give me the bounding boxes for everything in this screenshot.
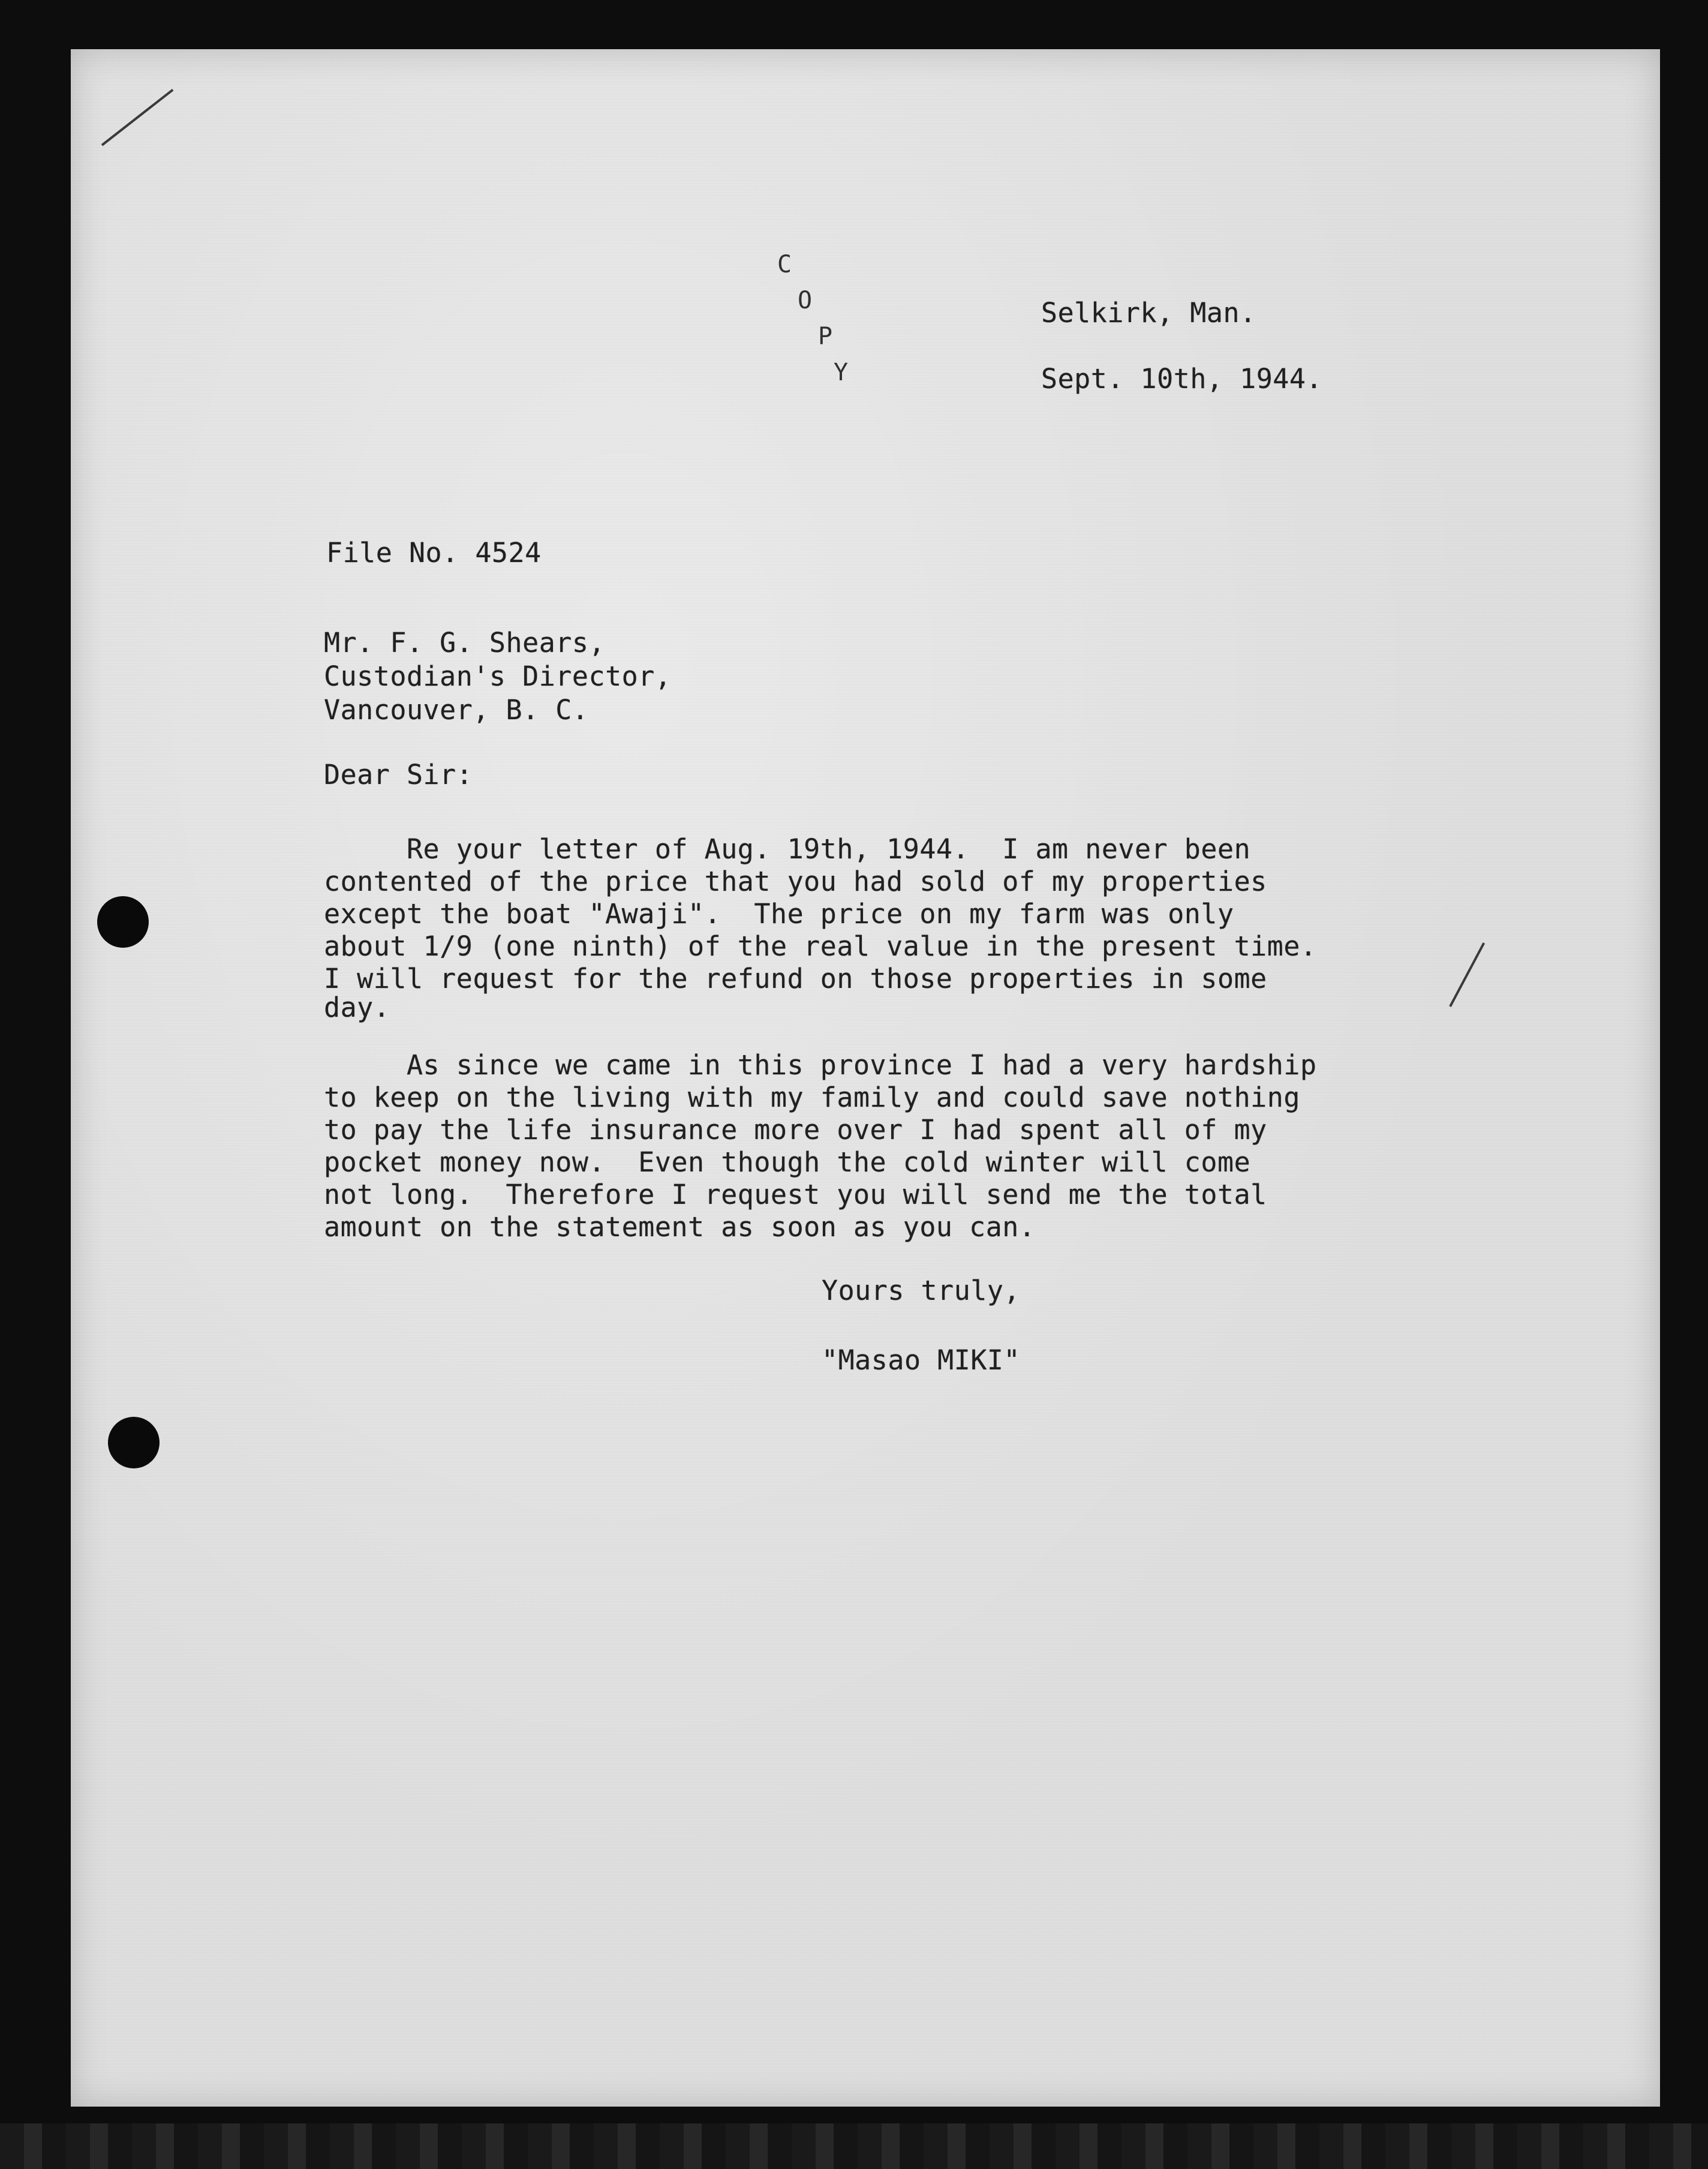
typed-signature: "Masao MIKI" — [822, 1344, 1021, 1376]
paragraph-line: pocket money now. Even though the cold winter will come — [324, 1146, 1251, 1178]
paragraph-line: about 1/9 (one ninth) of the real value in the present time. — [324, 930, 1317, 962]
sender-place: Selkirk, Man. — [1041, 297, 1256, 329]
paragraph-line: I will request for the refund on those properties in some — [324, 963, 1267, 995]
closing: Yours truly, — [822, 1275, 1021, 1306]
letter-date: Sept. 10th, 1944. — [1041, 363, 1323, 395]
film-edge — [0, 2123, 1708, 2169]
copy-mark-p: P — [818, 323, 833, 350]
copy-mark-c: C — [777, 251, 792, 278]
salutation: Dear Sir: — [324, 759, 473, 791]
recipient-line: Vancouver, B. C. — [324, 694, 589, 726]
recipient-line: Mr. F. G. Shears, — [324, 627, 606, 659]
punch-hole — [97, 896, 149, 948]
paragraph-line: amount on the statement as soon as you can. — [324, 1211, 1036, 1243]
paragraph-line: contented of the price that you had sold of my properties — [324, 866, 1267, 897]
paragraph-line: day. — [324, 992, 390, 1023]
recipient-line: Custodian's Director, — [324, 660, 672, 692]
paragraph-line: not long. Therefore I request you will send me the total — [324, 1179, 1267, 1210]
file-number: File No. 4524 — [326, 537, 542, 569]
paragraph-line: except the boat "Awaji". The price on my farm was only — [324, 898, 1234, 930]
paragraph-line: to keep on the living with my family and could save nothing — [324, 1082, 1300, 1113]
copy-mark-o: O — [798, 287, 813, 314]
paragraph-line: to pay the life insurance more over I had spent all of my — [324, 1114, 1267, 1146]
paragraph-line: As since we came in this province I had a very hardship — [324, 1049, 1317, 1081]
punch-hole — [108, 1417, 160, 1468]
copy-mark-y: Y — [834, 359, 849, 386]
paragraph-line: Re your letter of Aug. 19th, 1944. I am never been — [324, 833, 1251, 865]
